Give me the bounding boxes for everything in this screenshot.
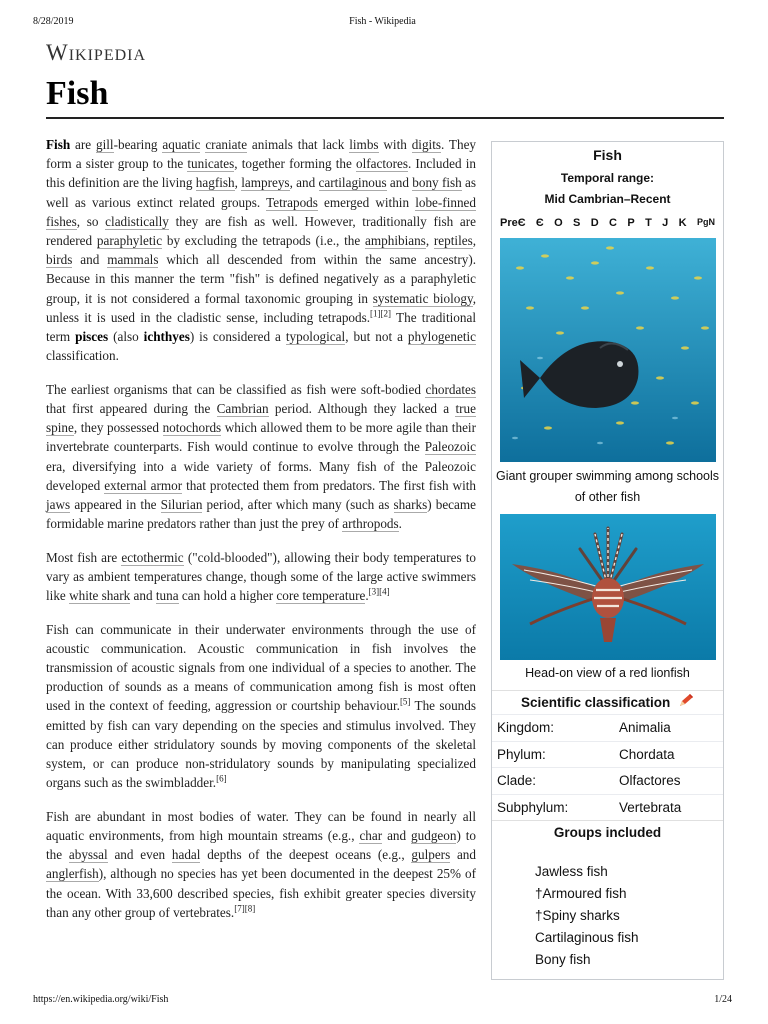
geologic-period-bar: [500, 217, 715, 235]
article-link[interactable]: abyssal: [68, 847, 108, 863]
group-item-spiny-sharks[interactable]: †Spiny sharks: [535, 908, 620, 923]
period-ordovician[interactable]: O: [554, 217, 563, 229]
lionfish-image: [500, 514, 716, 660]
period-carboniferous[interactable]: C: [609, 217, 617, 229]
article-link[interactable]: arthropods: [342, 516, 399, 532]
article-link[interactable]: lobe-finned fishes: [46, 194, 476, 229]
article-body: [46, 135, 476, 936]
article-link[interactable]: core temperature: [276, 588, 366, 604]
period-paleogene-neogene[interactable]: PgN: [696, 217, 715, 227]
article-link[interactable]: gudgeon: [411, 827, 457, 843]
article-link[interactable]: phylogenetic: [407, 329, 477, 345]
groups-list: [535, 861, 639, 971]
article-link[interactable]: amphibians: [365, 233, 426, 249]
article-link[interactable]: true spine: [46, 400, 476, 436]
print-page-number: 1/24: [714, 994, 732, 1005]
bold-term: pisces: [75, 329, 109, 345]
lionfish-caption: Head-on view of a red lionfish: [525, 666, 690, 680]
article-link[interactable]: tunicates: [187, 156, 235, 172]
period-silurian[interactable]: S: [573, 217, 581, 229]
period-cretaceous[interactable]: K: [678, 217, 687, 229]
article-link[interactable]: cartilaginous: [318, 175, 387, 191]
article-link[interactable]: Cambrian: [216, 400, 269, 416]
article-link[interactable]: char: [359, 827, 383, 843]
article-link[interactable]: limbs: [349, 137, 379, 152]
infobox-title: Fish: [593, 147, 622, 163]
article-link[interactable]: ectothermic: [121, 549, 184, 565]
paragraph-intro: Fish are gill-bearing aquatic craniate animals that lack limbs with digits. They form a sister group to the tunicates, together forming the olfactores. Included in this definition are the living hagfish, lampreys, and cartilaginous and bony fish as well as various extinct related groups. Tetrapods emerged within lobe-finned fishes, so cladistically they are fish as well. However, traditionally fish are rendered paraphyletic by excluding the tetrapods (i.e., the amphibians, reptiles, birds and mammals which all descended from within the same ancestry). Because in this manner the term "fish" is defined negatively as a paraphyletic group, it is not considered a formal taxonomic grouping in systematic biology, unless it is used in the cladistic sense, including tetrapods.[1][2] The traditional term pisces (also ichthyes) is considered a typological, but not a phylogenetic classification.: [46, 137, 477, 364]
group-item-bony-fish[interactable]: Bony fish: [535, 952, 591, 967]
article-link[interactable]: Paleozoic: [424, 439, 476, 455]
group-item-cartilaginous-fish[interactable]: Cartilaginous fish: [535, 930, 639, 945]
scientific-classification-label: Scientific classification: [520, 695, 671, 710]
print-footer: [33, 994, 732, 1008]
group-item-jawless-fish[interactable]: Jawless fish: [535, 864, 608, 879]
title-divider: [46, 117, 724, 119]
rank-label: Kingdom:: [497, 720, 555, 735]
article-link[interactable]: paraphyletic: [96, 233, 163, 249]
rank-label: Clade:: [497, 773, 537, 788]
paragraph-communication: Fish can communicate in their underwater environments through the use of acoustic communication. Acoustic communication in fish involves the transmission of acoustic signals from one individual of a species to another. The production of sounds as a means of communication among fish is most often used in the context of feeding, aggression or courtship behaviour.[5] The sounds emitted by fish can vary depending on the species and stimulus involved. They can produce either stridulatory sounds by moving components of the skeletal system, or can produce non-stridulatory sounds by manipulating specialized organs such as the swimbladder.[6]: [46, 621, 477, 791]
print-date: 8/28/2019: [33, 16, 74, 27]
article-link[interactable]: tuna: [155, 588, 179, 604]
rank-value[interactable]: Chordata: [619, 746, 675, 762]
classification-row-subphylum: [492, 794, 723, 821]
period-precambrian[interactable]: PreЄ: [500, 217, 526, 229]
edit-pencil-icon[interactable]: [678, 691, 694, 715]
article-link[interactable]: reptiles: [433, 233, 473, 249]
article-link[interactable]: gill: [96, 137, 114, 152]
bold-term: ichthyes: [143, 329, 190, 345]
article-link[interactable]: hadal: [171, 847, 201, 863]
paragraph-temperature: Most fish are ectothermic ("cold-blooded"), allowing their body temperatures to vary as ambient temperatures change, though some of the large active swimmers like white shark and tuna can hold a higher core temperature.[3][4]: [46, 549, 476, 604]
classification-table: [492, 714, 723, 820]
period-jurassic[interactable]: J: [662, 217, 669, 229]
article-link[interactable]: external armor: [104, 477, 183, 493]
article-link[interactable]: craniate: [205, 137, 248, 152]
citation-ref[interactable]: [5]: [399, 696, 411, 707]
rank-label: Phylum:: [497, 746, 546, 762]
period-devonian[interactable]: D: [590, 217, 599, 229]
article-link[interactable]: birds: [46, 252, 73, 268]
scientific-classification-heading: [492, 690, 723, 716]
citation-ref[interactable]: [7][8]: [234, 903, 256, 914]
article-link[interactable]: olfactores: [355, 156, 408, 172]
period-cambrian[interactable]: Є: [535, 217, 544, 229]
classification-row-clade: [492, 767, 723, 794]
article-link[interactable]: notochords: [162, 420, 222, 436]
print-page-title: Fish - Wikipedia: [349, 16, 416, 27]
article-link[interactable]: lampreys: [241, 175, 290, 191]
print-header: [33, 16, 732, 30]
citation-ref[interactable]: [1][2]: [370, 308, 392, 319]
article-link[interactable]: sharks: [393, 496, 428, 512]
paragraph-evolution: The earliest organisms that can be classified as fish were soft-bodied chordates that first appeared during the Cambrian period. Although they lacked a true spine, they possessed notochords which allowed them to be more agile than their invertebrate counterparts. Fish would continue to evolve through the Paleozoic era, diversifying into a wide variety of forms. Many fish of the Paleozoic developed external armor that protected them from predators. The first fish with jaws appeared in the Silurian period, after which many (such as sharks) became formidable marine predators rather than just the prey of arthropods.: [46, 381, 476, 532]
article-link[interactable]: Silurian: [160, 496, 203, 512]
wikipedia-wordmark[interactable]: Wikipedia: [46, 40, 147, 65]
period-triassic[interactable]: T: [645, 217, 652, 229]
classification-row-phylum: [492, 741, 723, 768]
article-link[interactable]: jaws: [46, 496, 71, 512]
article-link[interactable]: typological: [285, 329, 346, 345]
groups-included-heading: Groups included: [492, 820, 723, 846]
temporal-range: Mid Cambrian–Recent: [544, 192, 671, 206]
infobox: [491, 141, 724, 980]
lionfish-photo[interactable]: [500, 514, 716, 660]
article-link[interactable]: systematic biology: [372, 290, 473, 306]
article-link[interactable]: anglerfish: [46, 866, 99, 882]
article-link[interactable]: white shark: [69, 588, 131, 604]
print-url: https://en.wikipedia.org/wiki/Fish: [33, 994, 169, 1005]
rank-label: Subphylum:: [497, 799, 569, 815]
classification-row-kingdom: [492, 714, 723, 741]
bold-term: Fish: [46, 137, 71, 152]
grouper-caption: Giant grouper swimming among schools of other fish: [495, 469, 720, 504]
citation-ref[interactable]: [3][4]: [368, 586, 390, 597]
rank-value[interactable]: Vertebrata: [619, 799, 682, 815]
article-link[interactable]: chordates: [425, 381, 476, 397]
rank-value[interactable]: Olfactores: [619, 773, 681, 788]
article-link[interactable]: aquatic: [162, 137, 201, 152]
paragraph-habitat: Fish are abundant in most bodies of water. They can be found in nearly all aquatic environments, from high mountain streams (e.g., char and gudgeon) to the abyssal and even hadal depths of the deepest oceans (e.g., gulpers and anglerfish), although no species has yet been documented in the deepest 25% of the ocean. With 33,600 described species, fish exhibit greater species diversity than any other group of vertebrates.[7][8]: [46, 808, 477, 920]
temporal-range-label: Temporal range:: [560, 171, 655, 185]
article-link[interactable]: bony fish: [412, 175, 462, 191]
article-link[interactable]: hagfish: [195, 175, 235, 191]
group-item-armoured-fish[interactable]: †Armoured fish: [535, 886, 627, 901]
article-link[interactable]: digits: [411, 137, 442, 152]
page-title: Fish: [46, 75, 109, 112]
article-link[interactable]: cladistically: [105, 213, 169, 229]
period-permian[interactable]: P: [627, 217, 635, 229]
rank-value[interactable]: Animalia: [619, 720, 671, 735]
grouper-image: [500, 238, 716, 462]
grouper-photo[interactable]: [500, 238, 716, 462]
article-link[interactable]: mammals: [107, 252, 159, 268]
article-link[interactable]: gulpers: [411, 847, 451, 863]
citation-ref[interactable]: [6]: [216, 773, 227, 784]
article-link[interactable]: Tetrapods: [266, 194, 318, 210]
